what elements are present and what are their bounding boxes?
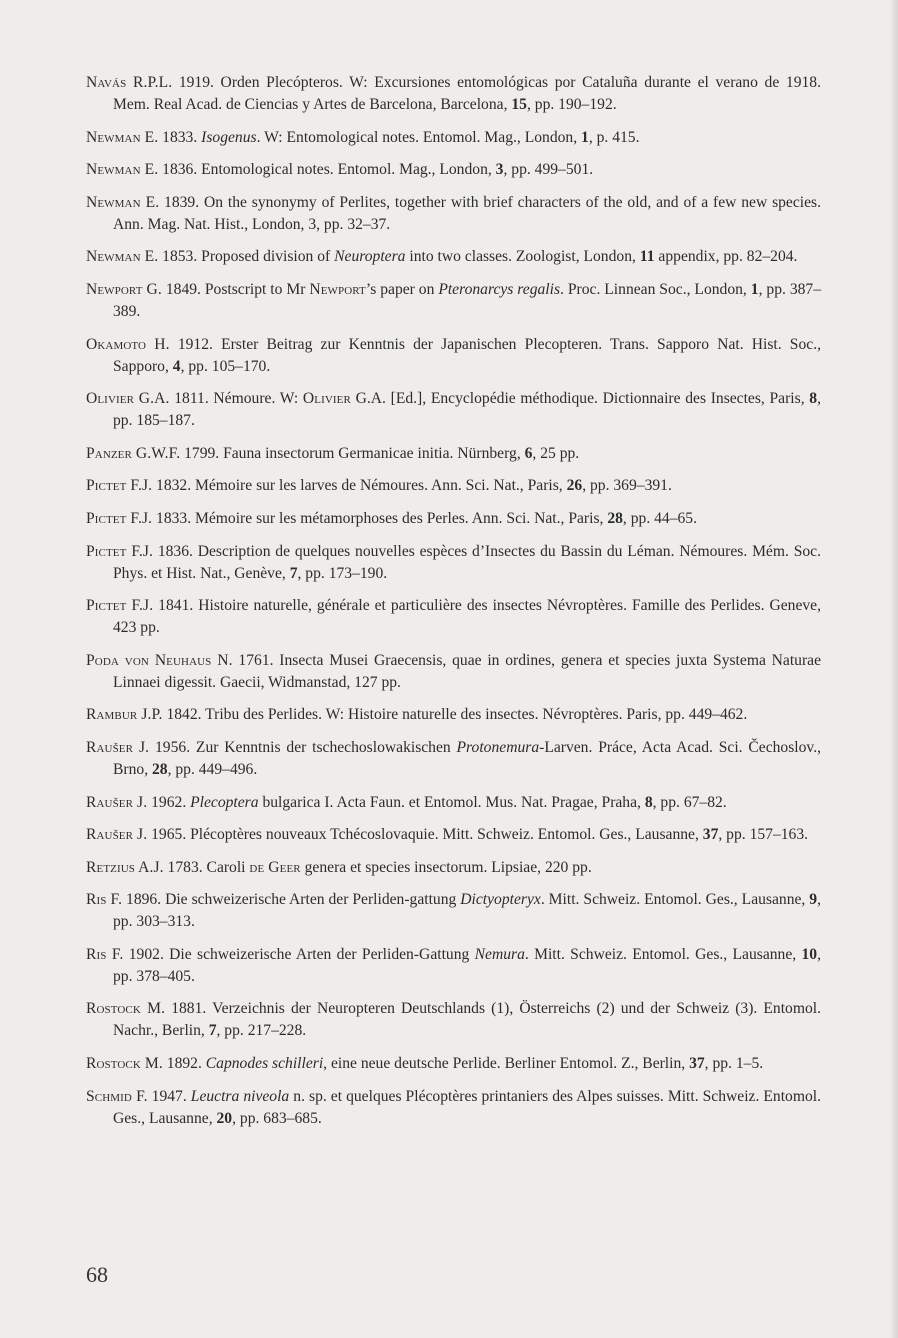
reference-text: , pp. 157–163. [718, 826, 809, 844]
reference-author: Rambur J.P. [86, 706, 163, 724]
reference-author: Raušer J. [86, 826, 148, 844]
reference-text: 1956. Zur Kenntnis der tschechoslowakischen [149, 738, 457, 756]
reference-text: genera et species insectorum. Lipsiae, 220 pp. [300, 858, 592, 876]
reference-text: , pp. 173–190. [297, 564, 388, 582]
reference-entry [86, 944, 821, 988]
reference-author: Schmid F. [86, 1087, 148, 1105]
reference-text: 1947. [147, 1087, 191, 1105]
reference-author: Olivier G.A. [86, 390, 170, 408]
reference-text: 1853. Proposed division of [158, 248, 335, 266]
reference-author: Newman E. [86, 161, 159, 179]
reference-author: Poda von Neuhaus N. [86, 651, 233, 669]
reference-text: 1811. Némoure. W: [169, 390, 303, 408]
reference-entry [86, 279, 821, 323]
italic-taxon: Dictyopteryx [460, 891, 541, 909]
reference-author: Navás R.P.L. [86, 74, 173, 91]
reference-text: G.A. [Ed.], Encyclopédie méthodique. Dictionnaire des Insectes, Paris, [350, 390, 810, 408]
cited-author: de Geer [249, 858, 301, 876]
reference-text: , pp. 44–65. [622, 509, 697, 527]
reference-text: 1849. Postscript to Mr [161, 280, 310, 298]
volume-number: 4 [172, 357, 181, 375]
reference-author: Ris F. [86, 945, 124, 963]
page-number: 68 [86, 1262, 108, 1287]
reference-text: 1842. Tribu des Perlides. W: Histoire naturelle des insectes. Névroptères. Paris, pp. 449–462. [162, 706, 748, 724]
reference-text: 1896. Die schweizerische Arten der Perliden-gattung [122, 891, 461, 909]
reference-text: . Mitt. Schweiz. Entomol. Ges., Lausanne, [540, 891, 810, 909]
reference-list [86, 72, 821, 1140]
volume-number: 9 [809, 891, 818, 909]
reference-text: , pp. 67–82. [652, 793, 727, 811]
reference-text: 1912. Erster Beitrag zur Kenntnis der Japanischen Plecopteren. Trans. Sapporo Nat. Hist. Soc., Sapporo, [113, 335, 821, 375]
volume-number: 7 [208, 1022, 217, 1040]
reference-text: 1833. [158, 128, 202, 146]
reference-entry [86, 192, 821, 236]
reference-text: -Larven. Práce, Acta Acad. Sci. Čechoslov., Brno, [113, 738, 821, 778]
volume-number: 11 [639, 248, 655, 266]
reference-text: n. sp. et quelques Plécoptères printaniers des Alpes suisses. Mitt. Schweiz. Entomol. Ges., Lausanne, [113, 1087, 821, 1127]
reference-text: 1832. Mémoire sur les larves de Némoures. Ann. Sci. Nat., Paris, [152, 477, 567, 495]
reference-text: 1965. Plécoptères nouveaux Tchécoslovaquie. Mitt. Schweiz. Entomol. Ges., Lausanne, [147, 826, 703, 844]
reference-text: appendix, pp. 82–204. [654, 248, 798, 266]
reference-author: Newman E. [86, 248, 159, 266]
reference-text: , pp. 499–501. [503, 161, 594, 179]
reference-entry [86, 388, 821, 432]
reference-author: Pictet F.J. [86, 597, 154, 615]
cited-author: Newport [309, 280, 366, 298]
italic-taxon: Capnodes schilleri [205, 1055, 324, 1073]
reference-author: Newman E. [86, 128, 159, 146]
reference-text: , eine neue deutsche Perlide. Berliner Entomol. Z., Berlin, [323, 1055, 690, 1073]
reference-text: , pp. 105–170. [180, 357, 271, 375]
reference-entry [86, 704, 821, 726]
reference-text: , pp. 217–228. [216, 1022, 307, 1040]
reference-text: into two classes. Zoologist, London, [405, 248, 640, 266]
reference-text: , pp. 387–389. [113, 280, 821, 320]
volume-number: 7 [289, 564, 298, 582]
volume-number: 3 [495, 161, 504, 179]
reference-text: . W: Entomological notes. Entomol. Mag., London, [256, 128, 582, 146]
reference-text: , p. 415. [588, 128, 640, 146]
reference-text: , pp. 190–192. [526, 96, 617, 113]
reference-entry [86, 650, 821, 694]
reference-text: ’s paper on [365, 280, 439, 298]
reference-text: , pp. 1–5. [704, 1055, 764, 1073]
volume-number: 10 [801, 945, 818, 963]
reference-entry [86, 159, 821, 181]
reference-text: 1839. On the synonymy of Perlites, together with brief characters of the old, and of a few new species. Ann. Mag. Nat. Hist., London, 3, pp. 32–37. [113, 193, 821, 233]
reference-text: , pp. 683–685. [232, 1109, 322, 1127]
reference-entry [86, 595, 821, 639]
reference-entry [86, 857, 821, 879]
reference-text: . Proc. Linnean Soc., London, [560, 280, 751, 298]
reference-text: 1881. Verzeichnis der Neuropteren Deutschlands (1), Österreichs (2) und der Schweiz (3). Entomol. Nachr., Berlin, [113, 1000, 822, 1040]
italic-taxon: Nemura [474, 945, 525, 963]
reference-author: Okamoto H. [86, 335, 170, 353]
italic-taxon: Protonemura [456, 738, 540, 756]
reference-entry [86, 541, 821, 585]
reference-author: Newman E. [86, 193, 160, 211]
reference-text: 1783. Caroli [163, 858, 250, 876]
reference-text: , pp. 303–313. [113, 891, 821, 931]
cited-author: Olivier [302, 390, 351, 408]
reference-author: Rostock M. [86, 1000, 166, 1018]
reference-author: Pictet F.J. [86, 509, 153, 527]
reference-author: Panzer G.W.F. [86, 444, 181, 462]
reference-text: , pp. 449–496. [167, 760, 258, 778]
reference-entry [86, 998, 821, 1042]
reference-author: Pictet F.J. [86, 477, 153, 495]
reference-text: bulgarica I. Acta Faun. et Entomol. Mus. Nat. Pragae, Praha, [258, 793, 645, 811]
reference-entry [86, 889, 821, 933]
reference-text: . Mitt. Schweiz. Entomol. Ges., Lausanne, [524, 945, 802, 963]
reference-text: 1799. Fauna insectorum Germanicae initia. Nürnberg, [180, 444, 525, 462]
reference-text: 1836. Description de quelques nouvelles espèces d’Insectes du Bassin du Léman. Némoures. Mém. Soc. Phys. et Hist. Nat., Genève, [113, 542, 821, 582]
reference-author: Raušer J. [86, 793, 148, 811]
reference-entry [86, 246, 821, 268]
reference-text: 1892. [162, 1055, 206, 1073]
reference-entry [86, 1053, 821, 1075]
volume-number: 1 [581, 128, 589, 146]
reference-text: 1833. Mémoire sur les métamorphoses des Perles. Ann. Sci. Nat., Paris, [152, 509, 608, 527]
volume-number: 37 [702, 826, 719, 844]
reference-entry [86, 443, 821, 465]
italic-taxon: Plecoptera [190, 793, 259, 811]
reference-author: Rostock M. [86, 1055, 163, 1073]
volume-number: 28 [607, 509, 623, 527]
reference-entry [86, 737, 821, 781]
volume-number: 6 [524, 444, 533, 462]
italic-taxon: Pteronarcys regalis [438, 280, 561, 298]
volume-number: 8 [809, 390, 818, 408]
reference-text: 1902. Die schweizerische Arten der Perliden-Gattung [123, 945, 475, 963]
reference-author: Retzius A.J. [86, 858, 164, 876]
reference-text: , pp. 378–405. [113, 945, 821, 985]
reference-author: Newport G. [86, 280, 162, 298]
reference-entry [86, 334, 821, 378]
italic-taxon: Isogenus [201, 128, 257, 146]
volume-number: 37 [689, 1055, 705, 1073]
volume-number: 1 [750, 280, 759, 298]
reference-entry [86, 824, 821, 846]
reference-author: Pictet F.J. [86, 542, 154, 560]
page-edge-shadow [890, 0, 898, 1338]
reference-text: 1761. Insecta Musei Graecensis, quae in ordines, genera et species juxta Systema Naturae Linnaei digessit. Gaecii, Widmanstad, 127 pp. [113, 651, 821, 691]
reference-text: 1836. Entomological notes. Entomol. Mag., London, [158, 161, 496, 179]
reference-entry [86, 72, 821, 116]
reference-text: , pp. 185–187. [113, 390, 821, 430]
volume-number: 28 [151, 760, 168, 778]
reference-entry [86, 792, 821, 814]
reference-entry [86, 1086, 821, 1130]
reference-entry [86, 508, 821, 530]
volume-number: 26 [566, 477, 583, 495]
volume-number: 20 [216, 1109, 233, 1127]
reference-text: 1962. [147, 793, 191, 811]
reference-entry [86, 475, 821, 497]
reference-text: 1919. Orden Plecópteros. W: Excursiones entomológicas por Cataluña durante el verano de 1918. Mem. Real Acad. de Ciencias y Artes de Barcelona, Barcelona, [113, 74, 821, 113]
italic-taxon: Leuctra niveola [190, 1087, 290, 1105]
reference-text: 1841. Histoire naturelle, générale et particulière des insectes Névroptères. Famille des Perlides. Geneve, 423 pp. [113, 597, 821, 637]
italic-taxon: Neuroptera [334, 248, 406, 266]
volume-number: 15 [511, 96, 527, 113]
reference-entry [86, 127, 821, 149]
reference-text: , pp. 369–391. [582, 477, 672, 495]
volume-number: 8 [644, 793, 653, 811]
reference-author: Ris F. [86, 891, 123, 909]
reference-author: Raušer J. [86, 738, 150, 756]
reference-text: , 25 pp. [532, 444, 580, 462]
